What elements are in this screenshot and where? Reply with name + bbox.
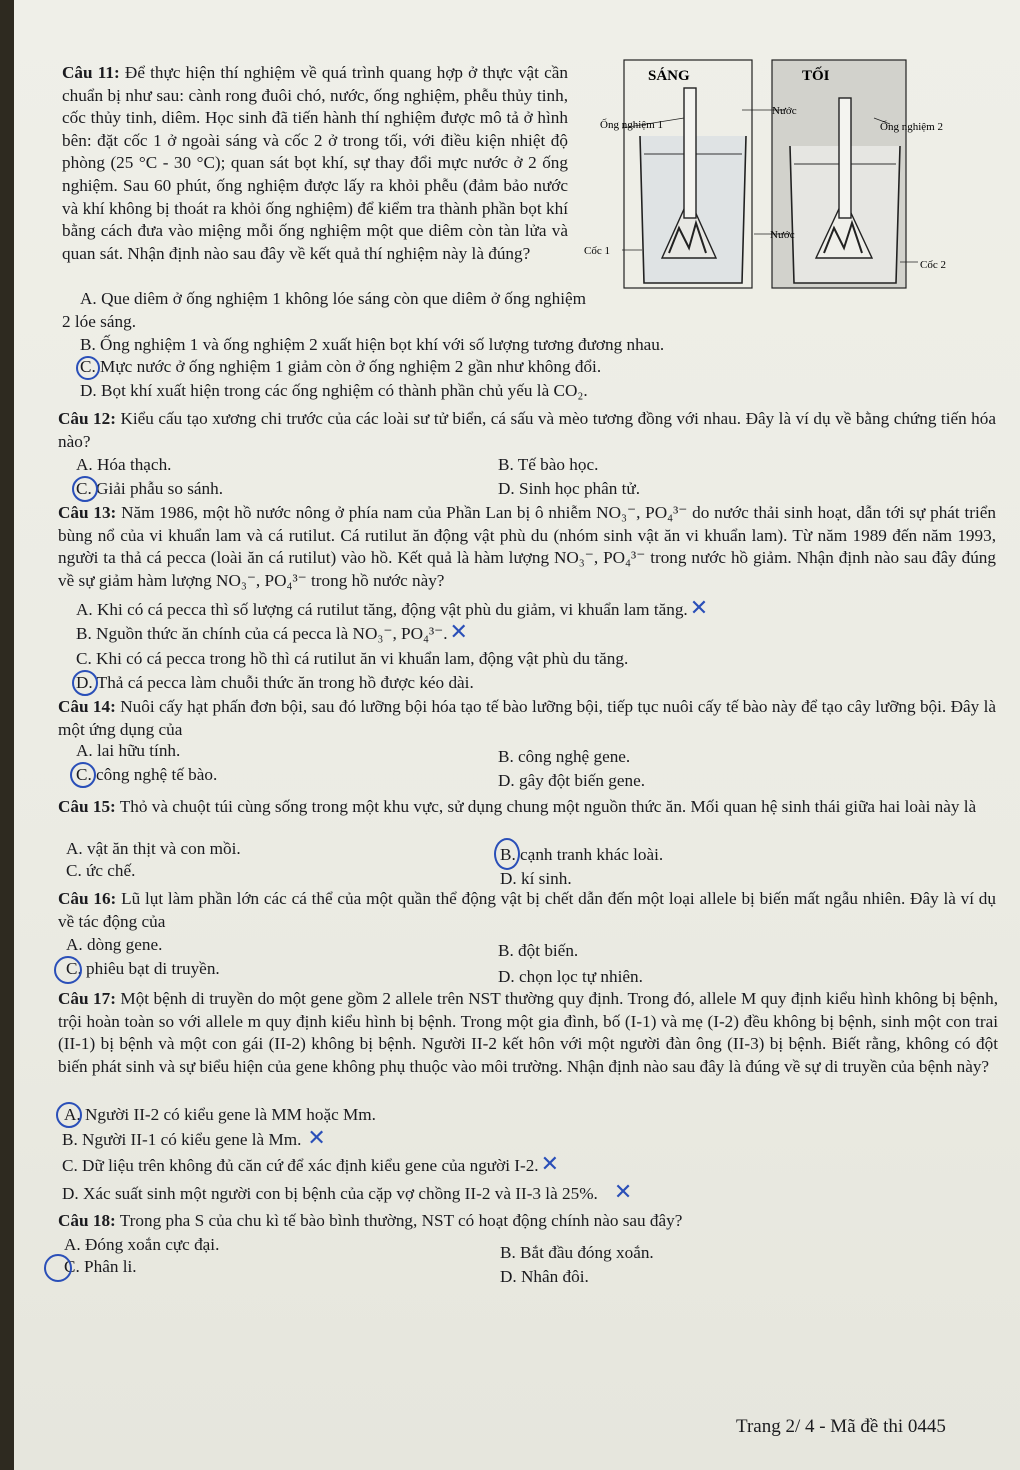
question-13-option-d[interactable]: D. Thả cá pecca làm chuỗi thức ăn trong hồ được kéo dài. xyxy=(76,673,474,692)
answer-circle-q14 xyxy=(70,762,96,788)
question-15-option-a[interactable]: A. vật ăn thịt và con mồi. xyxy=(66,839,241,858)
question-18-option-d[interactable]: D. Nhân đôi. xyxy=(500,1267,589,1286)
question-17-option-c[interactable]: C. Dữ liệu trên không đủ căn cứ để xác định kiểu gene của người I-2.✕ xyxy=(62,1152,560,1177)
question-18-option-a[interactable]: A. Đóng xoắn cực đại. xyxy=(64,1235,220,1254)
question-12-label: Câu 12: xyxy=(58,409,116,428)
question-12-option-c[interactable]: C. Giải phẫu so sánh. xyxy=(76,479,224,498)
page-footer: Trang 2/ 4 - Mã đề thi 0445 xyxy=(736,1416,946,1437)
question-15 xyxy=(58,796,996,819)
question-16-text: Lũ lụt làm phần lớn các cá thể của một quần thể động vật bị chết dẫn đến một loại allele bị biến mất ngẫu nhiên. Đây là ví dụ về tác động của xyxy=(58,889,996,931)
question-14-option-d[interactable]: D. gây đột biến gene. xyxy=(498,771,646,790)
question-14 xyxy=(58,696,996,741)
answer-circle-q18 xyxy=(44,1254,72,1282)
cross-mark-icon: ✕ xyxy=(540,1152,560,1177)
question-14-text: Nuôi cấy hạt phấn đơn bội, sau đó lưỡng bội hóa tạo tế bào lưỡng bội, tiếp tục nuôi cấy tế bào này để tạo cây lưỡng bội. Đây là một ứng dụng của xyxy=(58,697,996,739)
question-18-text: Trong pha S của chu kì tế bào bình thường, NST có hoạt động chính nào sau đây? xyxy=(119,1211,683,1230)
question-16-option-d[interactable]: D. chọn lọc tự nhiên. xyxy=(498,967,643,986)
question-15-option-d[interactable]: D. kí sinh. xyxy=(500,869,572,888)
question-17-option-b[interactable]: B. Người II-1 có kiểu gene là Mm. ✕ xyxy=(62,1126,326,1151)
question-14-label: Câu 14: xyxy=(58,697,116,716)
figure-label-dark: TỐI xyxy=(802,68,830,84)
answer-circle-q16 xyxy=(54,956,82,984)
question-12-option-b[interactable]: B. Tế bào học. xyxy=(498,455,599,474)
question-18-label: Câu 18: xyxy=(58,1211,116,1230)
figure-label-water-bottom: Nước xyxy=(770,229,795,241)
question-13-option-c[interactable]: C. Khi có cá pecca trong hồ thì cá rutilut ăn vi khuẩn lam, động vật phù du tăng. xyxy=(76,649,629,668)
question-11-option-b[interactable]: B. Ống nghiệm 1 và ống nghiệm 2 xuất hiện bọt khí với số lượng tương đương nhau. xyxy=(80,335,665,354)
question-13-option-a[interactable]: A. Khi có cá pecca thì số lượng cá rutilut tăng, động vật phù du giảm, vi khuẩn lam tăng.✕ xyxy=(76,596,709,621)
question-11-option-a[interactable]: A. Que diêm ở ống nghiệm 1 không lóe sáng còn que diêm ở ống nghiệm 2 lóe sáng. xyxy=(62,289,586,331)
question-18 xyxy=(58,1210,996,1233)
question-18-option-c[interactable]: C. Phân li. xyxy=(64,1257,137,1276)
question-12-option-d[interactable]: D. Sinh học phân tử. xyxy=(498,479,641,498)
question-12 xyxy=(58,408,996,453)
question-17 xyxy=(58,988,998,1078)
answer-circle-q11 xyxy=(76,356,100,380)
question-15-text: Thỏ và chuột túi cùng sống trong một khu vực, sử dụng chung một nguồn thức ăn. Mối quan hệ sinh thái giữa hai loài này là xyxy=(119,797,977,816)
question-13 xyxy=(58,502,996,592)
answer-circle-q13 xyxy=(72,670,98,696)
cross-mark-icon: ✕ xyxy=(689,596,709,621)
question-16-option-c[interactable]: C. phiêu bạt di truyền. xyxy=(66,959,220,978)
figure-label-tube2: Ống nghiệm 2 xyxy=(880,121,943,133)
question-14-option-a[interactable]: A. lai hữu tính. xyxy=(76,741,181,760)
question-12-text: Kiểu cấu tạo xương chi trước của các loài sư tử biển, cá sấu và mèo tương đồng với nhau. Đây là ví dụ về bằng chứng tiến hóa nào? xyxy=(58,409,997,451)
question-13-text: Năm 1986, một hồ nước nông ở phía nam của Phần Lan bị ô nhiễm NO₃⁻, PO₄³⁻ do nước thải sinh hoạt, dẫn tới sự phát triển bùng nổ của vi khuẩn lam và cá rutilut. Cá rutilut ăn động vật phù du (nhóm sinh vật ăn vi khuẩn lam). Từ năm 1989 đến năm 1993, người ta thả cá pecca (loài ăn cá rutilut) vào hồ. Kết quả là hàm lượng NO₃⁻, PO₄³⁻ trong nước hồ giảm. Nhận định nào sau đây đúng về sự giảm hàm lượng NO₃⁻, PO₄³⁻ trong hồ nước này? xyxy=(58,503,996,590)
question-17-text: Một bệnh di truyền do một gene gồm 2 allele trên NST thường quy định. Trong đó, allele M quy định kiểu hình không bị bệnh, trội hoàn toàn so với allele m quy định kiểu hình bị bệnh. Trong một gia đình, bố (I-1) và mẹ (I-2) đều không bị bệnh, sinh một con trai (II-1) bị bệnh và một con gái (II-2) không bị bệnh. Người II-2 kết hôn với một người đàn ông (II-3) bị bệnh. Biết rằng, không có đột biến phát sinh và sự biểu hiện của gene không phụ thuộc vào môi trường. Nhận định nào sau đây là đúng về sự di truyền của bệnh này? xyxy=(58,989,998,1076)
figure-label-water-top: Nước xyxy=(772,105,797,117)
cross-mark-icon: ✕ xyxy=(307,1126,326,1151)
question-11-text: Để thực hiện thí nghiệm về quá trình quang hợp ở thực vật cần chuẩn bị như sau: cành rong đuôi chó, nước, ống nghiệm, phễu thủy tinh, cốc thủy tinh, diêm. Học sinh đã tiến hành thí nghiệm được mô tả ở hình bên: đặt cốc 1 ở ngoài sáng và cốc 2 ở trong tối, với điều kiện nhiệt độ phòng (25 °C - 30 °C); quan sát bọt khí, sự thay đổi mực nước ở 2 ống nghiệm. Sau 60 phút, ống nghiệm được lấy ra khỏi phễu (đảm bảo nước và khí không bị thoát ra khỏi ống nghiệm) để kiểm tra thành phần bọt khí bằng cách đưa vào miệng mỗi ống nghiệm một que diêm còn tàn lửa và quan sát. Nhận định nào sau đây về kết quả thí nghiệm này là đúng? xyxy=(62,63,568,263)
question-15-option-c[interactable]: C. ức chế. xyxy=(66,861,136,880)
figure-label-tube1: Ống nghiệm 1 xyxy=(600,119,663,131)
question-18-option-b[interactable]: B. Bắt đầu đóng xoắn. xyxy=(500,1243,654,1262)
question-14-option-b[interactable]: B. công nghệ gene. xyxy=(498,747,631,766)
question-14-option-c[interactable]: C. công nghệ tế bào. xyxy=(76,765,218,784)
exam-page xyxy=(14,0,1020,1470)
question-17-label: Câu 17: xyxy=(58,989,116,1008)
question-15-label: Câu 15: xyxy=(58,797,116,816)
question-15-option-b[interactable]: B. cạnh tranh khác loài. xyxy=(500,845,664,864)
question-13-option-b[interactable]: B. Nguồn thức ăn chính của cá pecca là NO₃⁻, PO₄³⁻.✕ xyxy=(76,620,468,645)
question-11-option-c[interactable]: C. Mực nước ở ống nghiệm 1 giảm còn ở ống nghiệm 2 gần như không đổi. xyxy=(80,357,602,376)
question-16 xyxy=(58,888,996,933)
question-11-option-d[interactable]: D. Bọt khí xuất hiện trong các ống nghiệm có thành phần chủ yếu là CO₂. xyxy=(80,381,588,400)
answer-circle-q15 xyxy=(494,838,520,870)
figure-label-beaker1: Cốc 1 xyxy=(584,245,610,257)
cross-mark-icon: ✕ xyxy=(449,620,468,645)
answer-circle-q17 xyxy=(56,1102,82,1128)
question-12-option-a[interactable]: A. Hóa thạch. xyxy=(76,455,172,474)
figure-label-beaker2: Cốc 2 xyxy=(920,259,946,271)
question-16-option-a[interactable]: A. dòng gene. xyxy=(66,935,163,954)
question-16-option-b[interactable]: B. đột biến. xyxy=(498,941,579,960)
question-17-option-d[interactable]: D. Xác suất sinh một người con bị bệnh của cặp vợ chồng II-2 và II-3 là 25%. ✕ xyxy=(62,1180,633,1205)
question-13-label: Câu 13: xyxy=(58,503,117,522)
answer-circle-q12 xyxy=(72,476,98,502)
question-11 xyxy=(62,62,568,265)
photosynthesis-experiment-figure xyxy=(584,58,996,298)
figure-label-light: SÁNG xyxy=(648,68,690,84)
question-17-option-a[interactable]: A. Người II-2 có kiểu gene là MM hoặc Mm. xyxy=(64,1105,376,1124)
question-11-label: Câu 11: xyxy=(62,63,120,82)
cross-mark-icon: ✕ xyxy=(613,1180,633,1205)
question-16-label: Câu 16: xyxy=(58,889,117,908)
